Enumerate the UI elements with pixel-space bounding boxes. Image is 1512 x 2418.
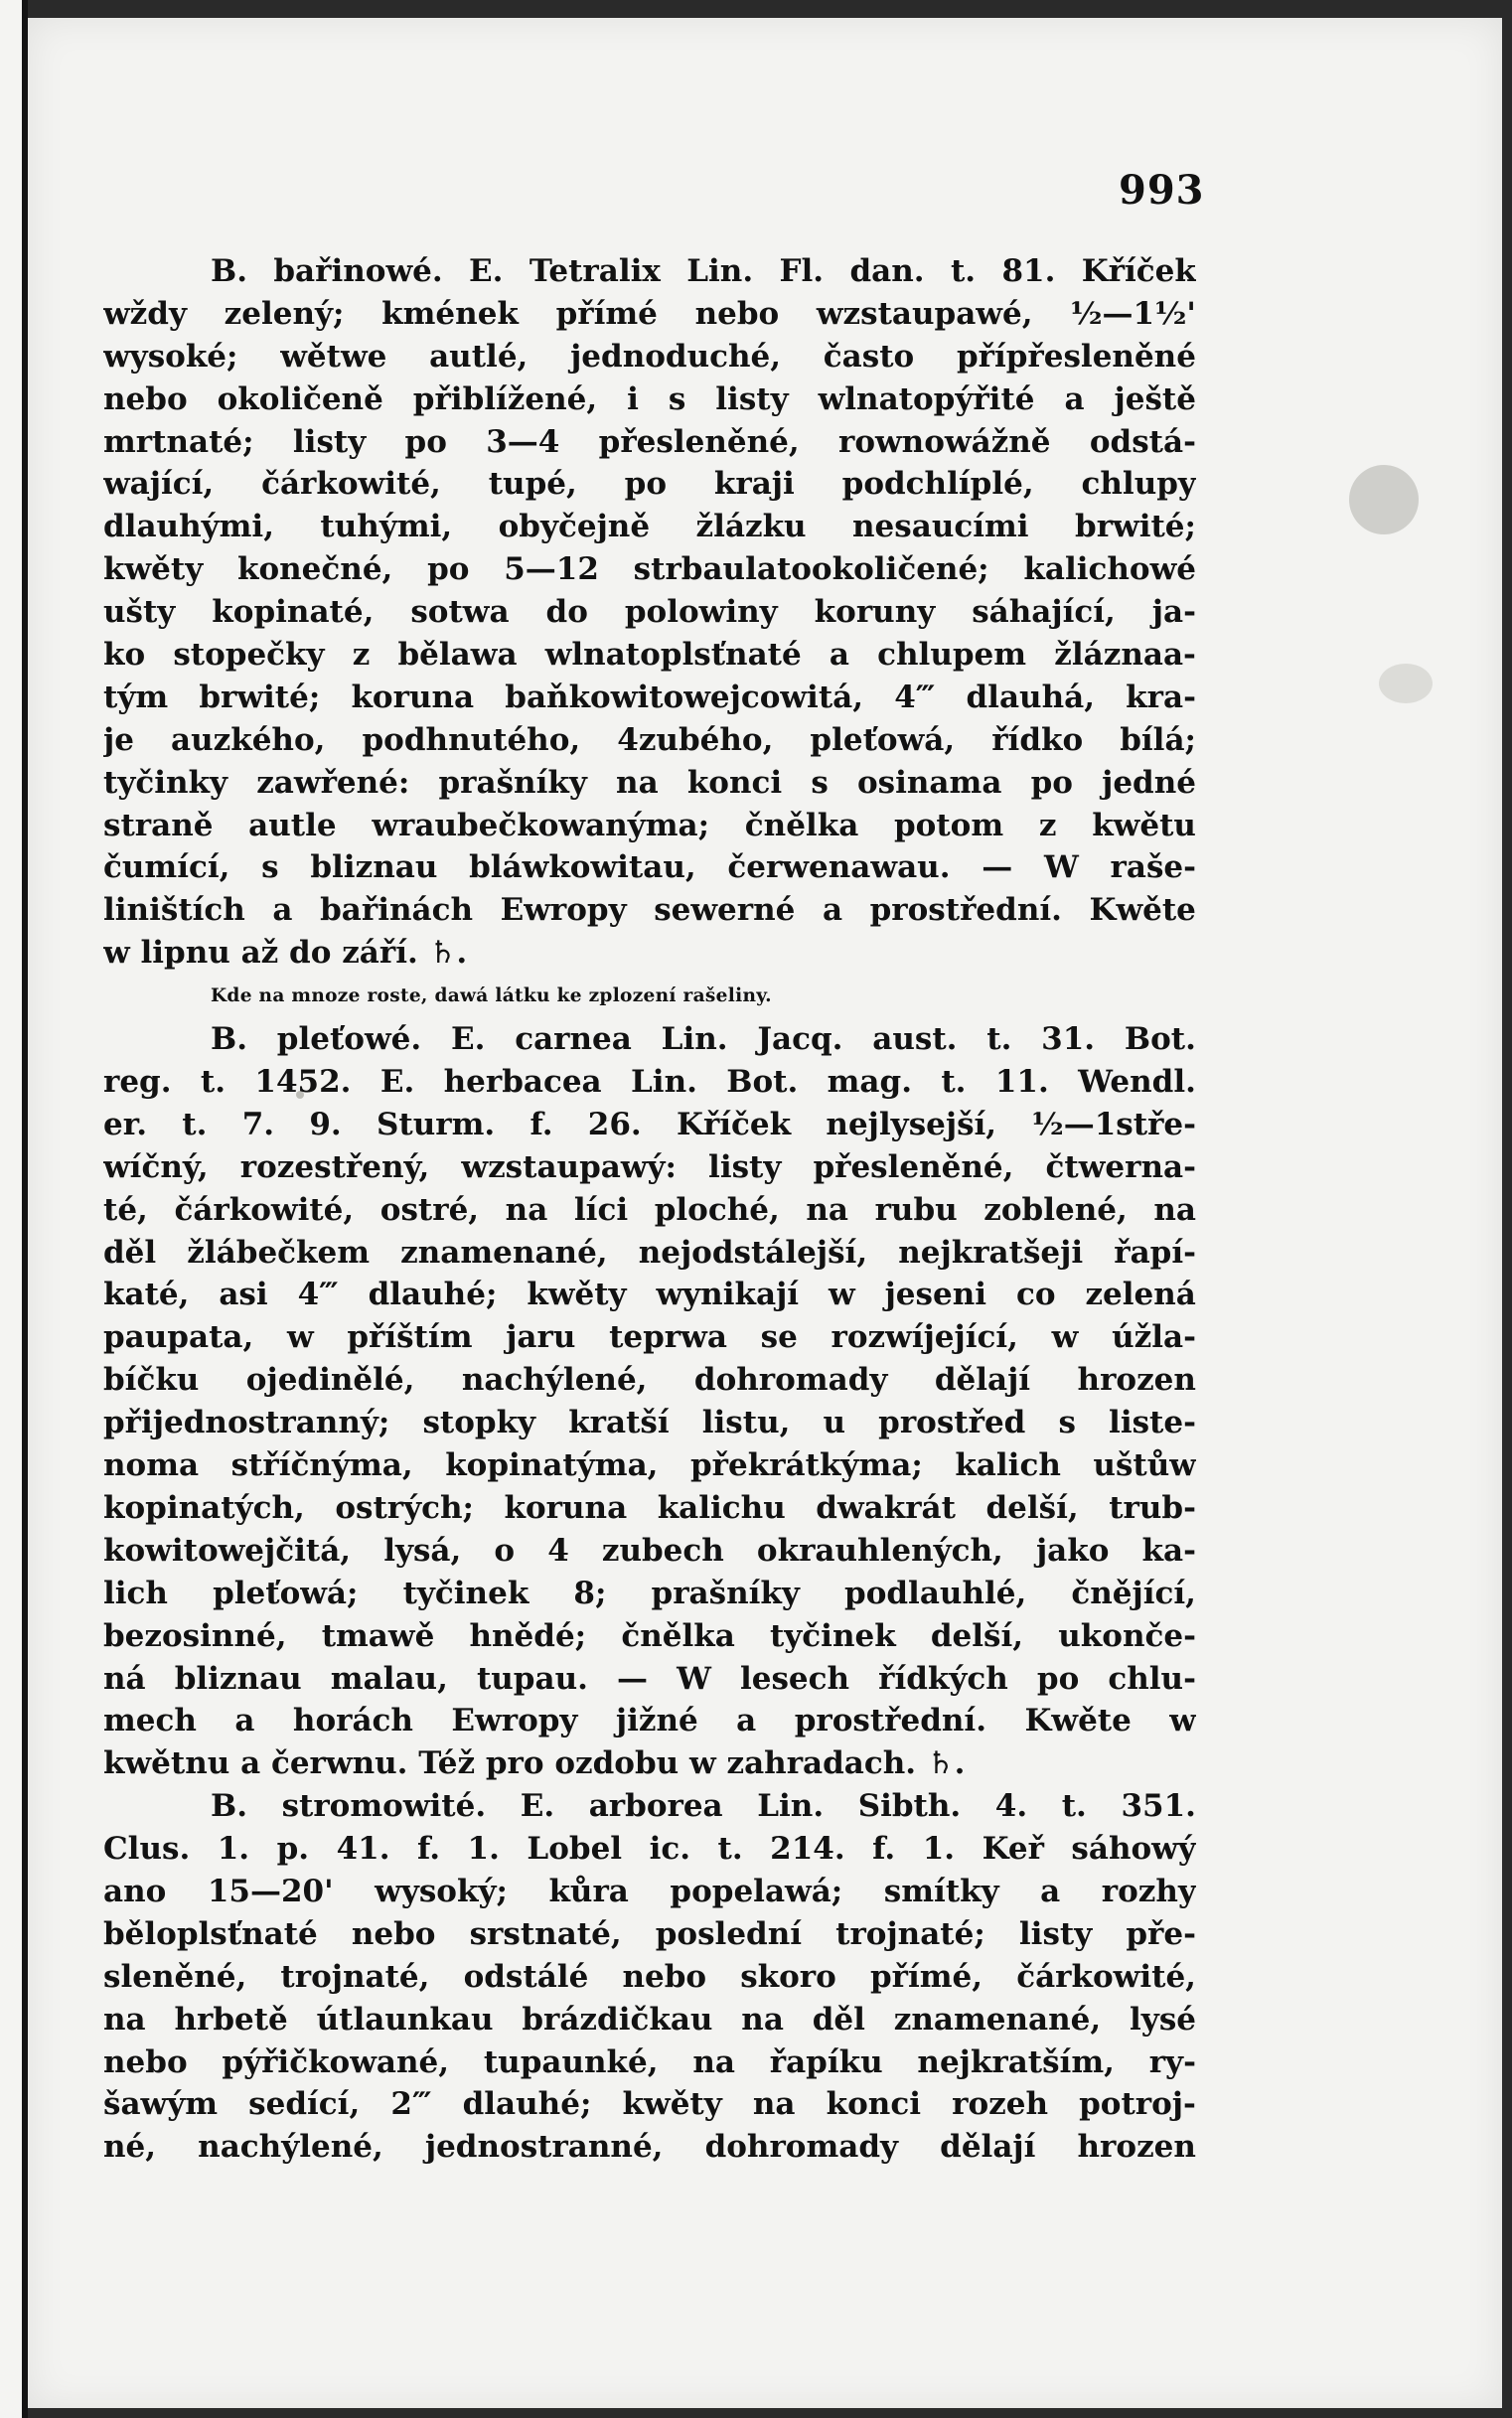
text-line: mrtnaté; listy po 3—4 přesleněné, rownowážně odstá- <box>103 423 1196 460</box>
text-line: katé, asi 4‴ dlauhé; kwěty wynikají w jeseni co zelená <box>103 1277 1196 1313</box>
text-line: nebo okoličeně přiblížené, i s listy wlnatopýřité a ještě <box>103 380 1196 417</box>
text-line: B. pleťowé. E. carnea Lin. Jacq. aust. t. 31. Bot. <box>211 1021 1196 1058</box>
text-line: ko stopečky z bělawa wlnatoplsťnaté a chlupem žláznaa- <box>103 637 1196 674</box>
text-line: paupata, w příštím jaru teprwa se rozwíjející, w úžla- <box>103 1319 1196 1356</box>
text-line: kwětnu a čerwnu. Též pro ozdobu w zahradach. ♄. <box>103 1745 966 1782</box>
text-line: je auzkého, podhnutého, 4zubého, pleťowá, řídko bílá; <box>103 721 1196 758</box>
text-line: mech a horách Ewropy jižné a prostřední. Kwěte w <box>103 1703 1196 1739</box>
text-line: tým brwité; koruna baňkowitowejcowitá, 4‴ dlauhá, kra- <box>103 679 1196 715</box>
text-line: ná bliznau malau, tupau. — W lesech řídkých po chlu- <box>103 1660 1196 1697</box>
text-line: sleněné, trojnaté, odstálé nebo skoro přímé, čárkowité, <box>103 1958 1196 1995</box>
text-line: tyčinky zawřené: prašníky na konci s osinama po jedné <box>103 764 1196 801</box>
text-line: kowitowejčitá, lysá, o 4 zubech okrauhlených, jako ka- <box>103 1532 1196 1569</box>
text-line: ano 15—20' wysoký; kůra popelawá; smítky a rozhy <box>103 1873 1196 1909</box>
text-line: wající, čárkowité, tupé, po kraji podchlíplé, chlupy <box>103 466 1196 503</box>
text-line: kwěty konečné, po 5—12 strbaulatookoličené; kalichowé <box>103 551 1196 588</box>
text-line: né, nachýlené, jednostranné, dohromady dělají hrozen <box>103 2129 1196 2166</box>
text-line: nebo pýřičkowané, tupaunké, na řapíku nejkratším, ry- <box>103 2043 1196 2080</box>
text-line: liništích a bařinách Ewropy sewerné a prostřední. Kwěte <box>103 892 1196 929</box>
text-line: lich pleťowá; tyčinek 8; prašníky podlauhlé, čnějící, <box>103 1575 1196 1611</box>
text-line: wždy zelený; kmének přímé nebo wzstaupawé, ½—1½' <box>103 295 1196 332</box>
text-line: bezosinné, tmawě hnědé; čnělka tyčinek delší, ukonče- <box>103 1617 1196 1654</box>
text-line: šawým sedící, 2‴ dlauhé; kwěty na konci rozeh potroj- <box>103 2086 1196 2123</box>
text-line: wysoké; wětwe autlé, jednoduché, často přípřesleněné <box>103 338 1196 375</box>
text-line: B. stromowité. E. arborea Lin. Sibth. 4. t. 351. <box>211 1788 1196 1825</box>
text-line: w lipnu až do září. ♄. <box>103 935 468 972</box>
paper-stain <box>1379 664 1433 703</box>
text-line: děl žlábečkem znamenané, nejodstálejší, nejkratšeji řapí- <box>103 1234 1196 1271</box>
text-line: ušty kopinaté, sotwa do polowiny koruny sáhající, ja- <box>103 594 1196 631</box>
text-line: reg. t. 1452. E. herbacea Lin. Bot. mag. t. 11. Wendl. <box>103 1064 1196 1101</box>
text-line: noma stříčnýma, kopinatýma, překrátkýma; kalich uštůw <box>103 1447 1196 1484</box>
text-line: straně autle wraubečkowanýma; čnělka potom z kwětu <box>103 807 1196 843</box>
text-line: kopinatých, ostrých; koruna kalichu dwakrát delší, trub- <box>103 1489 1196 1526</box>
text-line: B. bařinowé. E. Tetralix Lin. Fl. dan. t. 81. Kříček <box>211 253 1196 289</box>
text-line: běloplsťnaté nebo srstnaté, poslední trojnaté; listy pře- <box>103 1915 1196 1952</box>
text-line: na hrbetě útlaunkau brázdičkau na děl znamenané, lysé <box>103 2001 1196 2038</box>
book-page <box>28 18 1502 2408</box>
text-line: té, čárkowité, ostré, na líci ploché, na rubu zoblené, na <box>103 1191 1196 1228</box>
text-line: přijednostranný; stopky kratší listu, u prostřed s liste- <box>103 1405 1196 1441</box>
note-line: Kde na mnoze roste, dawá látku ke zplození rašeliny. <box>211 985 772 1007</box>
scan-margin <box>0 0 22 2418</box>
text-line: er. t. 7. 9. Sturm. f. 26. Kříček nejlysejší, ½—1stře- <box>103 1106 1196 1142</box>
page-number: 993 <box>1119 167 1205 214</box>
text-line: dlauhými, tuhými, obyčejně žlázku nesaucími brwité; <box>103 509 1196 545</box>
text-line: čumící, s bliznau bláwkowitau, čerwenawau. — W raše- <box>103 849 1196 886</box>
text-line: bíčku ojedinělé, nachýlené, dohromady dělají hrozen <box>103 1362 1196 1399</box>
text-body <box>103 250 1196 2169</box>
paper-stain <box>1349 465 1419 534</box>
text-line: Clus. 1. p. 41. f. 1. Lobel ic. t. 214. f. 1. Keř sáhowý <box>103 1831 1196 1868</box>
text-line: wíčný, rozestřený, wzstaupawý: listy přesleněné, čtwerna- <box>103 1148 1196 1185</box>
